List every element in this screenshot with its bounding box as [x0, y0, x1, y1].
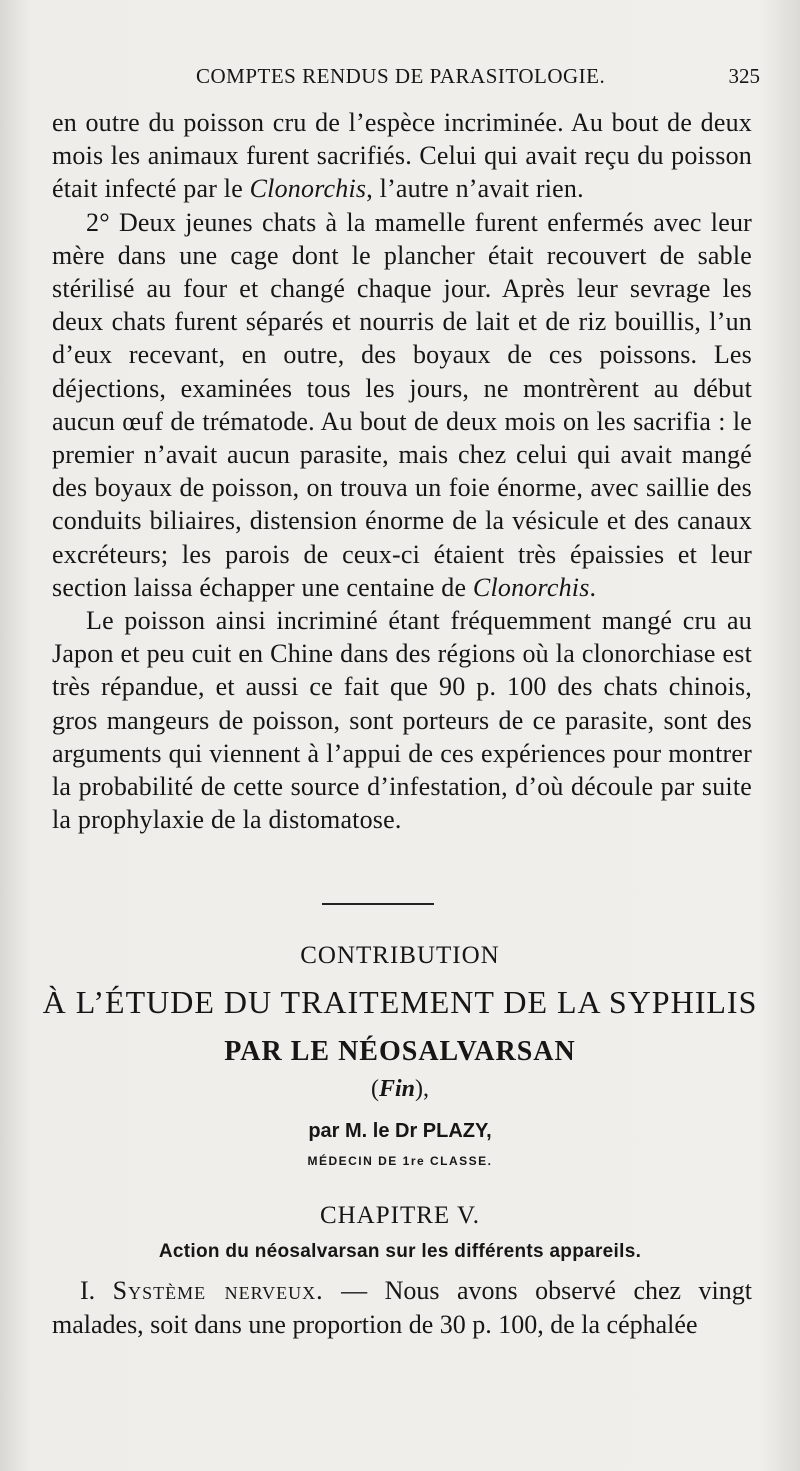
section-1-number: I.	[80, 1276, 113, 1305]
paragraph-2-part1: 2° Deux jeunes chats à la mamelle furent enfermés avec leur mère dans une cage dont le plancher était recouvert de sable stérilisé au four et changé chaque jour. Après leur sevrage les deux chats furent séparés et nourris de lait et de riz bouillis, l’un d’eux recevant, en outre, des boyaux de ces poissons. Les déjections, examinées tous les jours, ne montrèrent au début aucun œuf de trématode. Au bout de deux mois on les sacrifia : le premier n’avait aucun parasite, mais chez celui qui avait mangé des boyaux de poisson, on trouva un foie énorme, avec saillie des conduits biliaires, distension énorme de la vésicule et des canaux excréteurs; les parois de ceux-ci étaient très épaissies et leur section laissa échapper une centaine de	[52, 207, 752, 602]
section-divider	[322, 903, 434, 905]
chapter-heading: CHAPITRE V.	[319, 1202, 481, 1229]
paragraph-1-italic: Clonorchis	[249, 174, 367, 204]
article-continuation	[40, 1076, 760, 1103]
paragraph-1-part2: , l’autre n’avait rien.	[366, 174, 584, 204]
section-1	[52, 1274, 752, 1342]
fin-italic: Fin	[378, 1076, 416, 1102]
section-1-text: — Nous avons observé chez vingt malades, soit dans une proportion de 30 p. 100, de la céphalée	[52, 1276, 752, 1339]
article-author: par M. le Dr PLAZY,	[308, 1120, 492, 1142]
article-title-line-2: PAR LE NÉOSALVARSAN	[224, 1036, 576, 1067]
page-number: 325	[728, 64, 760, 88]
paragraph-2-part2: .	[589, 572, 597, 602]
section-1-paragraph	[52, 1274, 752, 1342]
paragraph-1	[52, 106, 752, 206]
author-rank: MÉDECIN DE 1re CLASSE.	[307, 1154, 493, 1168]
paragraph-3: Le poisson ainsi incriminé étant fréquemment mangé cru au Japon et peu cuit en Chine dans des régions où la clonorchiase est très répandue, et aussi ce fait que 90 p. 100 des chats chinois, gros mangeurs de poisson, sont porteurs de ce parasite, sont des arguments qui viennent à l’appui de ces expériences pour montrer la probabilité de cette source d’infestation, d’où découle par suite la prophylaxie de la distomatose.	[52, 606, 752, 835]
paragraph-2-italic: Clonorchis	[472, 572, 590, 602]
fin-open: (	[370, 1076, 379, 1102]
body-text	[52, 106, 752, 836]
paragraph-2	[52, 206, 752, 604]
running-head-title: COMPTES RENDUS DE PARASITOLOGIE.	[196, 64, 606, 88]
paragraph-1-part1: en outre du poisson cru de l’espèce incriminée. Au bout de deux mois les animaux furent sacrifiés. Celui qui avait reçu du poisson était infecté par le	[52, 108, 752, 204]
chapter-subtitle: Action du néosalvarsan sur les différents appareils.	[158, 1241, 642, 1262]
section-1-label: Système nerveux.	[112, 1276, 324, 1305]
article-heading: CONTRIBUTION	[300, 942, 500, 969]
running-head	[196, 64, 760, 98]
fin-close: ),	[415, 1076, 430, 1102]
article-title-line-1: À L’ÉTUDE DU TRAITEMENT DE LA SYPHILIS	[42, 984, 758, 1020]
